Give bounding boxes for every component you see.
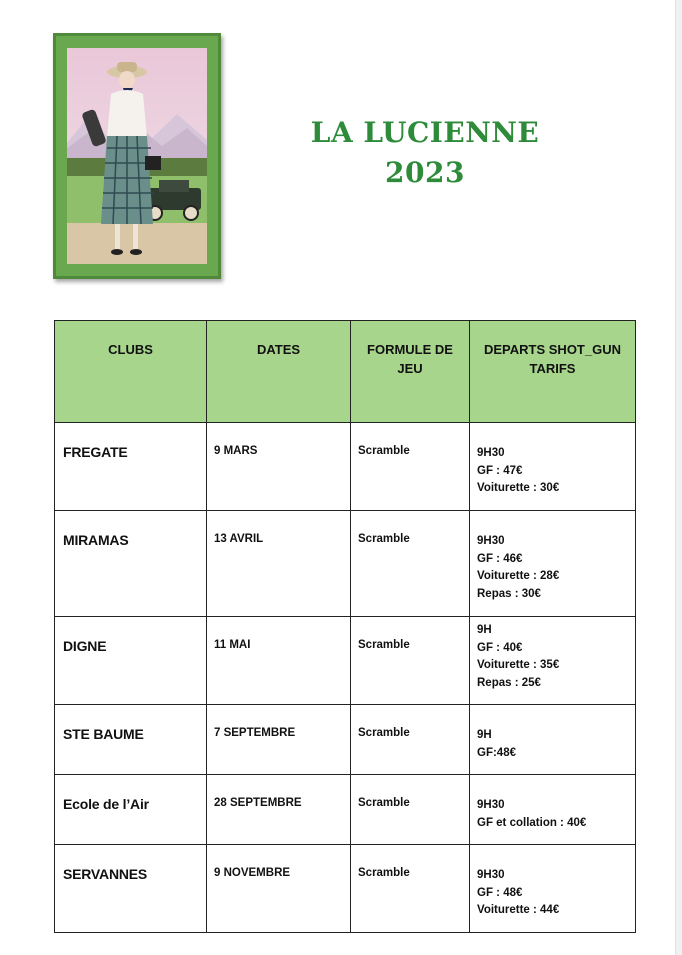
tarif-line: Repas : 25€ — [477, 676, 541, 689]
tarifs-cell — [470, 511, 636, 617]
framed-illustration — [53, 33, 221, 279]
date-cell: 9 NOVEMBRE — [207, 845, 351, 933]
golfer-lady-illustration — [67, 48, 207, 264]
header-clubs: CLUBS — [55, 321, 207, 423]
club-cell: DIGNE — [55, 617, 207, 705]
club-cell: MIRAMAS — [55, 511, 207, 617]
page-edge — [675, 0, 682, 955]
club-cell: SERVANNES — [55, 845, 207, 933]
table-row — [55, 511, 636, 617]
tarif-line: 9H — [477, 624, 492, 636]
tarif-line: 9H30 — [477, 869, 505, 881]
tarif-line: GF : 40€ — [477, 641, 523, 654]
tarif-line: GF : 48€ — [477, 886, 523, 899]
tarifs-cell — [470, 775, 636, 845]
tarifs-cell — [470, 845, 636, 933]
page-title: LA LUCIENNE — [310, 116, 540, 149]
tarif-line: 9H30 — [477, 447, 505, 459]
tarif-line: 9H30 — [477, 799, 505, 811]
tarif-line: GF : 46€ — [477, 552, 523, 565]
tarifs-cell — [470, 423, 636, 511]
tarif-line: Voiturette : 28€ — [477, 570, 560, 582]
tarif-line: GF et collation : 40€ — [477, 816, 587, 829]
table-row — [55, 705, 636, 775]
tarif-line: GF:48€ — [477, 746, 516, 759]
header-dates: DATES — [207, 321, 351, 423]
formule-cell: Scramble — [351, 423, 470, 511]
tarif-line: Voiturette : 35€ — [477, 659, 560, 671]
page-year: 2023 — [385, 156, 465, 189]
club-cell: FREGATE — [55, 423, 207, 511]
date-cell: 11 MAI — [207, 617, 351, 705]
formule-cell: Scramble — [351, 775, 470, 845]
tarifs-cell — [470, 617, 636, 705]
formule-cell: Scramble — [351, 845, 470, 933]
table-row — [55, 617, 636, 705]
tarif-line: 9H30 — [477, 535, 505, 547]
formule-cell: Scramble — [351, 511, 470, 617]
tarif-line: Voiturette : 30€ — [477, 482, 560, 494]
table-header-row — [55, 321, 636, 423]
table-row — [55, 423, 636, 511]
club-cell: Ecole de l’Air — [55, 775, 207, 845]
header-formule: FORMULE DE JEU — [351, 321, 470, 423]
tarif-line: GF : 47€ — [477, 464, 523, 477]
date-cell: 7 SEPTEMBRE — [207, 705, 351, 775]
tarifs-cell — [470, 705, 636, 775]
tarif-line: 9H — [477, 729, 492, 741]
tarif-line: Repas : 30€ — [477, 587, 541, 600]
schedule-table — [54, 320, 636, 933]
formule-cell: Scramble — [351, 617, 470, 705]
formule-cell: Scramble — [351, 705, 470, 775]
date-cell: 9 MARS — [207, 423, 351, 511]
table-row — [55, 775, 636, 845]
club-cell: STE BAUME — [55, 705, 207, 775]
table-row — [55, 845, 636, 933]
header-departs-tarifs: DEPARTS SHOT_GUN TARIFS — [470, 321, 636, 423]
date-cell: 13 AVRIL — [207, 511, 351, 617]
date-cell: 28 SEPTEMBRE — [207, 775, 351, 845]
tarif-line: Voiturette : 44€ — [477, 904, 560, 916]
